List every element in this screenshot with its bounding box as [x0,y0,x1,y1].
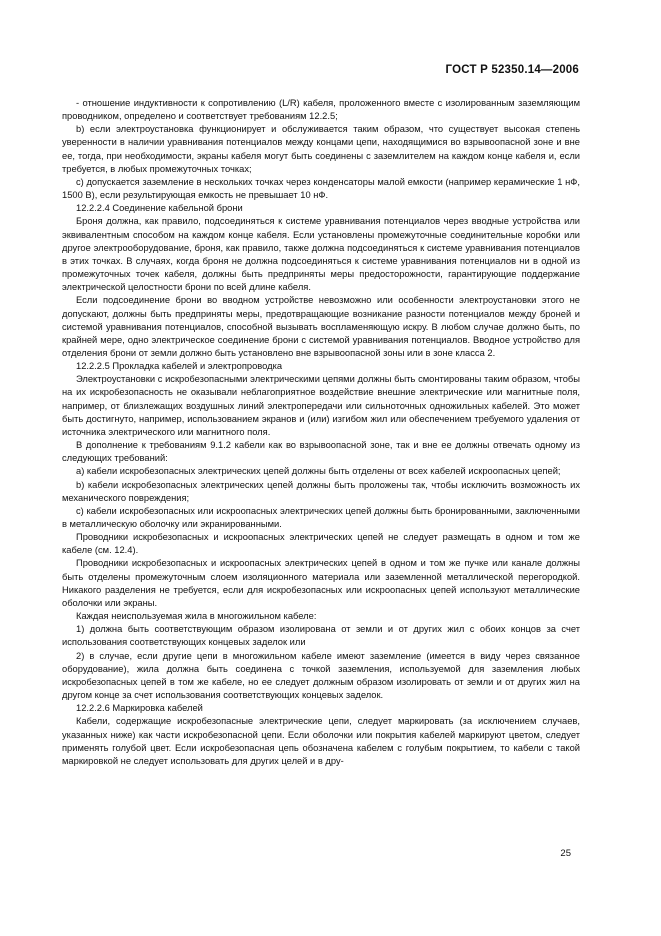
section-heading: 12.2.2.4 Соединение кабельной брони [76,203,243,214]
paragraph: Проводники искробезопасных и искроопасных электрических цепей в одном и том же пучке или канале должны быть отделены промежуточным слоем изоляционного материала или заземленной металлической перегородкой. Никакого разделения не требуется, если для искробезопасных или искроопасных цепей используют металлические оболочки или экраны. [62,558,580,608]
list-item: 2) в случае, если другие цепи в многожильном кабеле имеют заземление (имеется в виду через связанное оборудование), жила должна быть соединена с точкой заземления, используемой для заземления любых искробезопасных цепей в том же кабеле, но ее следует должным образом изолировать от земли и от других жил на другом конце за счет использования соответствующих концевых заделок. [62,650,580,701]
section-heading: 12.2.2.6 Маркировка кабелей [76,703,203,714]
list-item: c) кабели искробезопасных или искроопасных электрических цепей должны быть бронированными, заключенными в металлическую оболочку или экранированными. [62,505,580,529]
list-item: b) кабели искробезопасных электрических цепей должны быть проложены так, чтобы исключить возможность их механического повреждения; [62,479,580,503]
body-text [62,97,580,768]
paragraph: c) допускается заземление в нескольких точках через конденсаторы малой емкости (например керамические 1 нФ, 1500 В), если результирующая емкость не превышает 10 нФ. [62,176,580,201]
list-item: 1) должна быть соответствующим образом изолирована от земли и от других жил с обоих концов за счет использования соответствующих концевых заделок или [62,624,580,648]
paragraph: Броня должна, как правило, подсоединяться к системе уравнивания потенциалов через вводные устройства или эквивалентным способом на каждом конце кабеля. Если установлены промежуточные соединительные коробки или другое электрооборудование, броня, как правило, также должна подсоединяться к системе уравнивания потенциалов в этих точках. В случаях, когда броня не должна подсоединяться к системе уравнивания потенциалов ни в одной из промежуточных точек кабеля, должны быть предприняты меры предосторожности, гарантирующие поддержание электрической целостности брони по всей длине кабеля. [62,216,580,293]
page-number: 25 [560,848,571,859]
paragraph: Каждая неиспользуемая жила в многожильном кабеле: [76,611,317,622]
paragraph: Если подсоединение брони во вводном устройстве невозможно или особенности электроустановки этого не допускают, должны быть предприняты меры, предотвращающие возникание разности потенциалов между броней и системой уравнивания потенциалов, способной вызывать воспламеняющую искру. В любом случае должно быть, по крайней мере, одно электрическое соединение брони с системой уравнивания потенциалов. Вводное устройство для отделения брони от земли должно быть установлено вне взрывоопасной зоны или в зоне класса 2. [62,295,580,358]
paragraph: В дополнение к требованиям 9.1.2 кабели как во взрывоопасной зоне, так и вне ее должны отвечать одному из следующих требований: [62,440,580,464]
section-heading: 12.2.2.5 Прокладка кабелей и электропроводка [76,361,283,372]
standard-header: ГОСТ Р 52350.14—2006 [445,64,579,76]
paragraph: b) если электроустановка функционирует и обслуживается таким образом, что существует высокая степень уверенности в наличии уравнивания потенциалов между концами цепи, находящимися во взрывоопасной зоне и вне ее, тогда, при необходимости, экраны кабеля могут быть соединены с заземлителем на каждом конце кабеля и, если требуется, в любых промежуточных точках; [62,124,580,174]
paragraph: Кабели, содержащие искробезопасные электрические цепи, следует маркировать (за исключением случаев, указанных ниже) как части искробезопасной цепи. Если оболочки или покрытия кабелей маркируют цветом, следует применять голубой цвет. Если искробезопасная цепь обозначена кабелем с голубым покрытием, то кабели с такой маркировкой не следует использовать для других целей и в дру- [62,716,580,766]
list-item: a) кабели искробезопасных электрических цепей должны быть отделены от всех кабелей искроопасных цепей; [76,466,561,477]
paragraph: - отношение индуктивности к сопротивлению (L/R) кабеля, проложенного вместе с изолированным заземляющим проводником, определено и соответствует требованиям 12.2.5; [62,98,580,122]
paragraph: Электроустановки с искробезопасными электрическими цепями должны быть смонтированы таким образом, чтобы на их искробезопасность не оказывали неблагоприятное воздействие внешние электрические или магнитные поля, например, от близлежащих воздушных линий электропередачи или сильноточных одножильных кабелей. Это может быть достигнуто, например, использованием экранов и (или) изгибом жил или обеспечением требуемого удаления от источника электрического или магнитного поля. [62,374,580,437]
paragraph: Проводники искробезопасных и искроопасных электрических цепей не следует размещать в одном и том же кабеле (см. 12.4). [62,532,580,556]
